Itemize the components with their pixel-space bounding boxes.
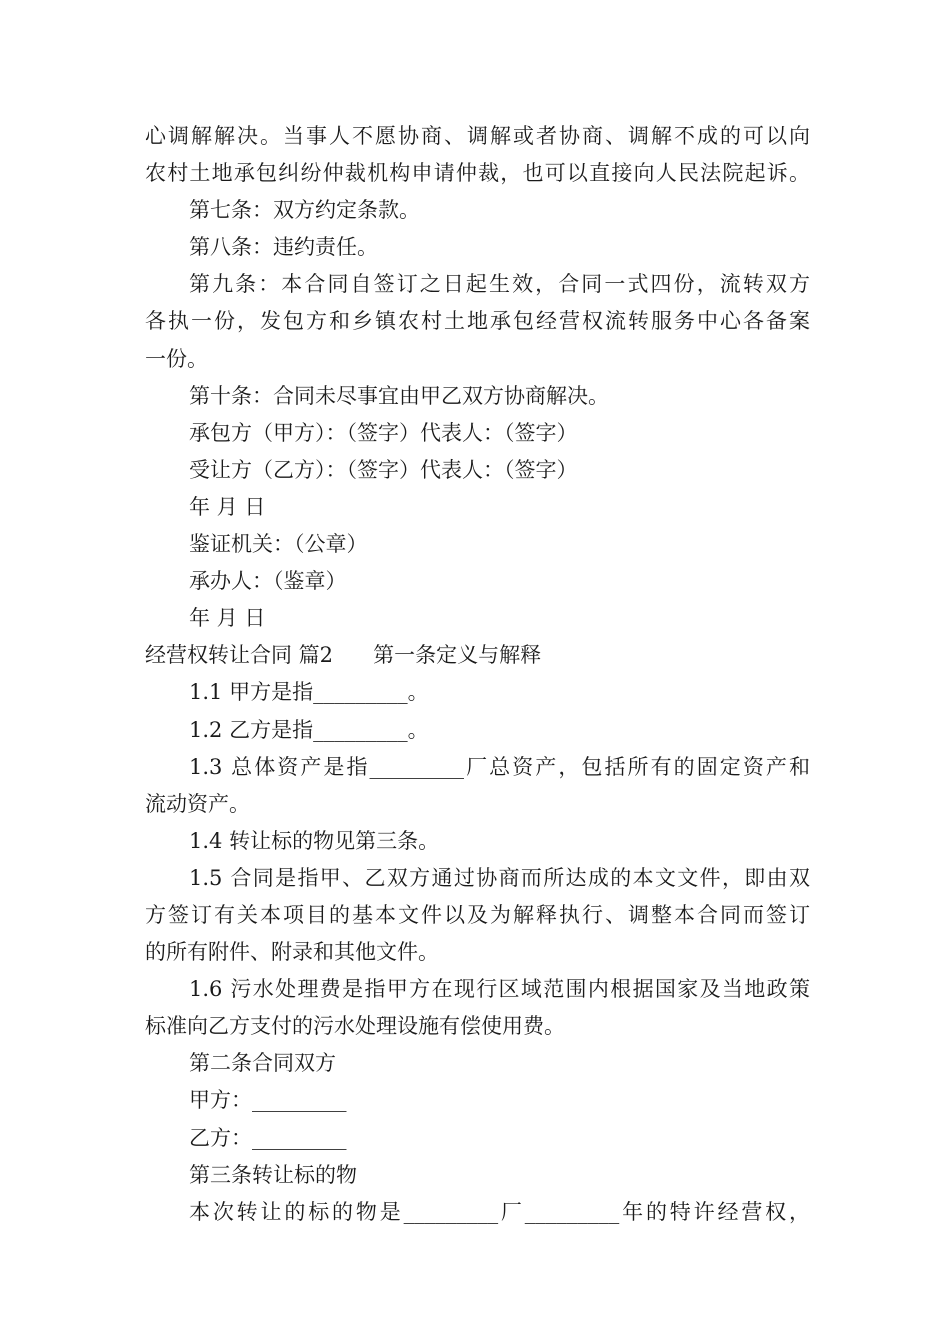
document-line: 第七条：双方约定条款。: [189, 198, 420, 223]
document-line: 经营权转让合同 篇2 第一条定义与解释: [145, 643, 542, 668]
document-line: 心调解解决。当事人不愿协商、调解或者协商、调解不成的可以向: [145, 124, 810, 148]
document-line: 乙方：_________: [189, 1125, 347, 1150]
document-body: [145, 118, 810, 1231]
document-line: 1.2 乙方是指_________。: [189, 717, 429, 742]
document-line: 鉴证机关：（公章）: [189, 532, 368, 557]
document-line: 第十条：合同未尽事宜由甲乙双方协商解决。: [189, 383, 609, 408]
document-line: 一份。: [145, 346, 208, 371]
document-line: 受让方（乙方）：（签字）代表人：（签字）: [189, 457, 578, 482]
document-line: 第九条：本合同自签订之日起生效，合同一式四份，流转双方: [189, 272, 810, 297]
document-line: 流动资产。: [145, 791, 250, 816]
document-line: 各执一份，发包方和乡镇农村土地承包经营权流转服务中心各备案: [145, 309, 810, 334]
document-line: 1.5 合同是指甲、乙双方通过协商而所达成的本文文件，即由双: [189, 865, 810, 890]
document-line: 年 月 日: [189, 606, 266, 631]
document-line: 标准向乙方支付的污水处理设施有偿使用费。: [145, 1014, 565, 1039]
document-line: 承包方（甲方）：（签字）代表人：（签字）: [189, 420, 578, 445]
document-line: 年 月 日: [189, 494, 266, 519]
document-line: 第二条合同双方: [189, 1051, 336, 1076]
document-line: 农村土地承包纠纷仲裁机构申请仲裁，也可以直接向人民法院起诉。: [145, 161, 810, 186]
document-line: 本次转让的标的物是_________厂_________年的特许经营权，: [189, 1199, 810, 1224]
document-line: 第八条：违约责任。: [189, 235, 378, 260]
document-line: 承办人：（鉴章）: [189, 569, 347, 594]
document-line: 1.3 总体资产是指_________厂总资产，包括所有的固定资产和: [189, 754, 810, 779]
document-line: 1.4 转让标的物见第三条。: [189, 828, 440, 853]
document-line: 甲方：_________: [189, 1088, 347, 1113]
document-line: 1.6 污水处理费是指甲方在现行区域范围内根据国家及当地政策: [189, 977, 810, 1002]
document-line: 的所有附件、附录和其他文件。: [145, 940, 439, 965]
document-line: 第三条转让标的物: [189, 1162, 357, 1187]
document-line: 方签订有关本项目的基本文件以及为解释执行、调整本合同而签订: [145, 902, 810, 927]
document-line: 1.1 甲方是指_________。: [189, 680, 429, 705]
